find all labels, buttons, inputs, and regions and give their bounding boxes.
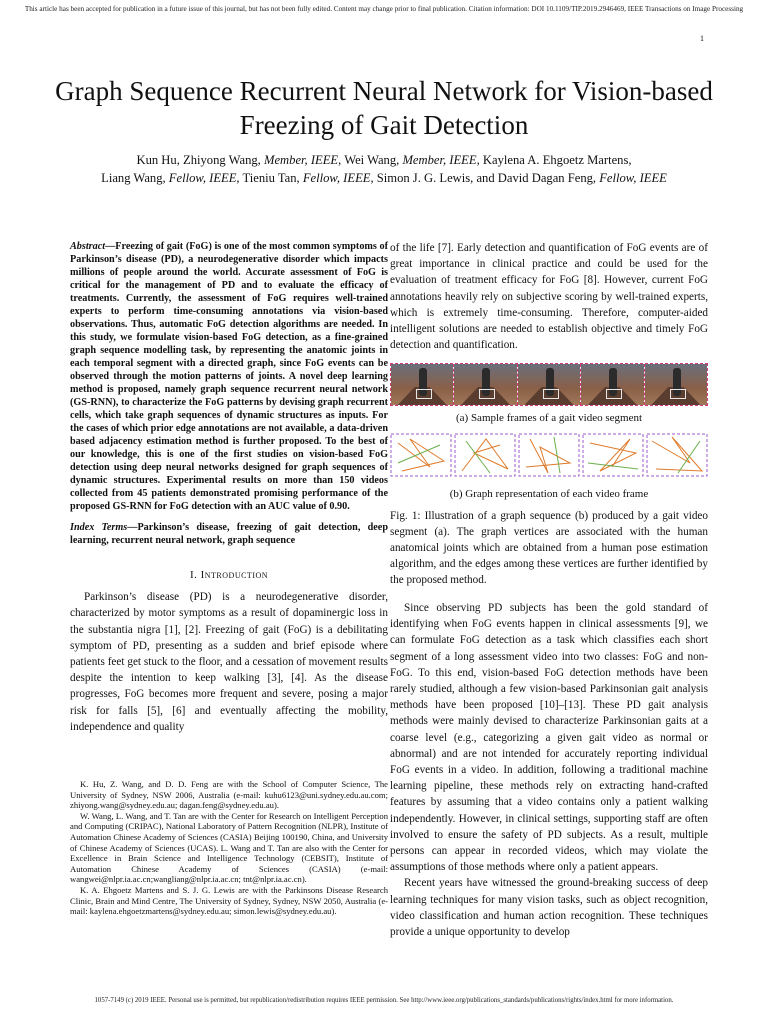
abstract-lead: Abstract [70,241,106,252]
figure-caption: Fig. 1: Illustration of a graph sequence (b) produced by a gait video segment (a). The graph vertices are associated with the human anatomical joints which are obtained from a human pose estimation algorithm, and the edges among these vertices are further identified by the proposed method. [390,510,708,587]
footnote-affiliation-1: K. Hu, Z. Wang, and D. D. Feng are with the School of Computer Science, The University of Sydney, NSW 2006, Australia (e-mail: kuhu6123@uni.sydney.edu.au.com; zhiyong.wang@sydney.edu.au; dagan.feng@sydney.edu.au). [70,779,388,811]
copyright-footer: 1057-7149 (c) 2019 IEEE. Personal use is permitted, but republication/redistribution requires IEEE permission. See http://www.ieee.org/publications_standards/publications/rights/index.html for more information. [94,997,674,1004]
graph-frame [647,434,707,476]
paper-title: Graph Sequence Recurrent Neural Network for Vision-based Freezing of Gait Detection [55,76,713,140]
footnote-affiliation-2: W. Wang, L. Wang, and T. Tan are with the Center for Research on Intelligent Perception and Computing (CRIPAC), National Laboratory of Pattern Recognition (NLPR), Institute of Automation Chinese Academy of Sciences (CASIA) Beijing 100190, China, and University of Chinese Academy of Sciences (UCAS). L. Wang and T. Tan are also with the Center for Excellence in Brain Science and Intelligence Technology (CEBSIT), Institute of Automation Chinese Academy of Sciences (CASIA) (e-mail: wangwei@nlpr.ia.ac.cn;wangliang@nlpr.ia.ac.cn; tnt@nlpr.ia.ac.cn). [70,810,388,885]
author-list [30,151,738,187]
graph-frame [519,434,579,476]
author-name: Kun Hu, [136,153,183,167]
video-frame [518,364,581,405]
author-name: Tieniu Tan, [242,171,303,185]
subfigure-b-caption: (b) Graph representation of each video frame [449,487,649,500]
video-frame-strip [390,363,708,406]
author-affiliation: Member, IEEE, [402,153,480,167]
subfigure-a-caption: (a) Sample frames of a gait video segment [455,412,643,425]
video-frame [645,364,707,405]
body-paragraph: Since observing PD subjects has been the gold standard of identifying when FoG events happen in clinical assessments [9], we can formulate FoG detection as a task which classifies each short segment of a long assessment video into two classes: FoG and non-FoG. To this end, vision-based FoG detection methods have been rarely studied, although a few vision-based Parkinsonian gait analysis methods have been proposed [10]–[13]. These PD gait analysis methods were mainly devised to characterize Parkinsonian gaits at a coarse level (e.g., categorizing a given gait video as normal or abnormal) and are not intended for accurately reporting individual FoG events in a video. In addition, following a traditional machine learning pipeline, these methods rely on extracting hand-crafted features by assuming that a video contains only a patient walking independently. However, in clinical settings, supporting staff are often involved to ensure the safety of PD subjects. As a result, multiple persons can appear in recorded videos, which may violate the assumptions of those methods where only a patient appears. [390,602,708,874]
intro-paragraph: Parkinson’s disease (PD) is a neurodegenerative disorder, characterized by motor symptoms as a result of dopaminergic loss in the substantia nigra [1], [2]. Freezing of gait (FoG) is a debilitating symptom of PD, presenting as a sudden and brief episode where patients feet get stuck to the floor, and a cessation of movement results despite the intention to keep walking [3], [4]. As the disease progresses, FoG becomes more frequent and severe, posing a major risk for falls [5], [6] and eventually affecting the mobility, independence and quality [70,591,388,733]
abstract-text: —Freezing of gait (FoG) is one of the most common symptoms of Parkinson’s disease (PD), a neurodegenerative disorder which impacts millions of people around the world. Accurate assessment of FoG is critical for the management of PD and to evaluate the efficacy of treatments. Currently, the assessment of FoG requires well-trained experts to perform time-consuming annotations via vision-based observations. Thus, automatic FoG detection algorithms are needed. In this study, we formulate vision-based FoG detection, as a fine-grained graph sequence modelling task, by representing the anatomic joints in each temporal segment with a directed graph, since FoG events can be observed through the motion patterns of joints. A novel deep learning method is proposed, namely graph sequence recurrent neural network (GS-RNN), to characterize the FoG patterns by devising graph recurrent cells, which take graph sequences of dynamic structures as inputs. For the cases of which prior edge annotations are not available, a data-driven based adjacency estimation method is further proposed. To the best of our knowledge, this is one of the first studies on vision-based FoG detection using deep neural networks designed for graph sequences of dynamic structures. Experimental results on more than 150 videos collected from 45 patients demonstrated promising performance of the proposed GS-RNN for FoG detection with an AUC value of 0.90. [70,241,388,512]
author-name: Wei Wang, [344,153,403,167]
footnotes [70,779,388,917]
index-terms [70,521,388,547]
right-column [390,240,708,940]
author-line-1 [30,151,738,169]
page-number: 1 [700,34,704,43]
footnote-affiliation-3: K. A. Ehgoetz Martens and S. J. G. Lewis are with the Parkinsons Disease Research Clinic, Brain and Mind Centre, The University of Sydney, Sydney, NSW 2050, Australia (e-mail: kaylena.ehgoetzmartens@sydney.edu.au; simon.lewis@sydney.edu.au). [70,884,388,917]
left-column [70,240,388,735]
author-name: Zhiyong Wang, [183,153,264,167]
abstract [70,240,388,513]
index-terms-lead: Index Terms [70,522,128,533]
author-affiliation: Member, IEEE, [263,153,342,167]
author-affiliation: Fellow, IEEE [599,171,667,185]
author-affiliation: Fellow, IEEE, [302,171,374,185]
author-affiliation: Fellow, IEEE, [168,171,240,185]
video-frame [391,364,454,405]
author-name: Liang Wang, [101,171,169,185]
index-terms-text: —Parkinson’s disease, freezing of gait detection, deep learning, recurrent neural network, graph sequence [70,522,388,546]
graph-representation-strip [390,433,708,477]
section-heading-introduction: I. Introduction [189,569,269,581]
graph-frame [583,434,643,476]
author-name: Simon J. G. Lewis, and David Dagan Feng, [376,171,600,185]
continued-paragraph: of the life [7]. Early detection and quantification of FoG events are of great importance in clinical practice and could be used for the evaluation of treatment efficacy for FoG [8]. However, current FoG annotations heavily rely on subjective scoring by well-trained experts, which is extremely time-consuming. Therefore, computer-aided intelligent solutions are needed to establish objective and timely FoG detection and quantification. [390,242,708,352]
graph-frame [455,434,515,476]
author-line-2 [30,169,738,187]
figure-1 [390,363,708,588]
author-name: Kaylena A. Ehgoetz Martens, [482,153,632,167]
body-paragraph: Recent years have witnessed the ground-breaking success of deep learning techniques for many vision tasks, such as object recognition, video classification and human action recognition. These techniques provide a unique opportunity to develop [390,877,708,939]
graph-frame [391,434,451,476]
video-frame [454,364,517,405]
journal-header-notice: This article has been accepted for publication in a future issue of this journal, but has not been fully edited. Content may change prior to final publication. Citation information: DOI 10.1109/TIP.2019.2946469, IEEE Transactions on Image Processing [24,5,744,13]
video-frame [581,364,644,405]
